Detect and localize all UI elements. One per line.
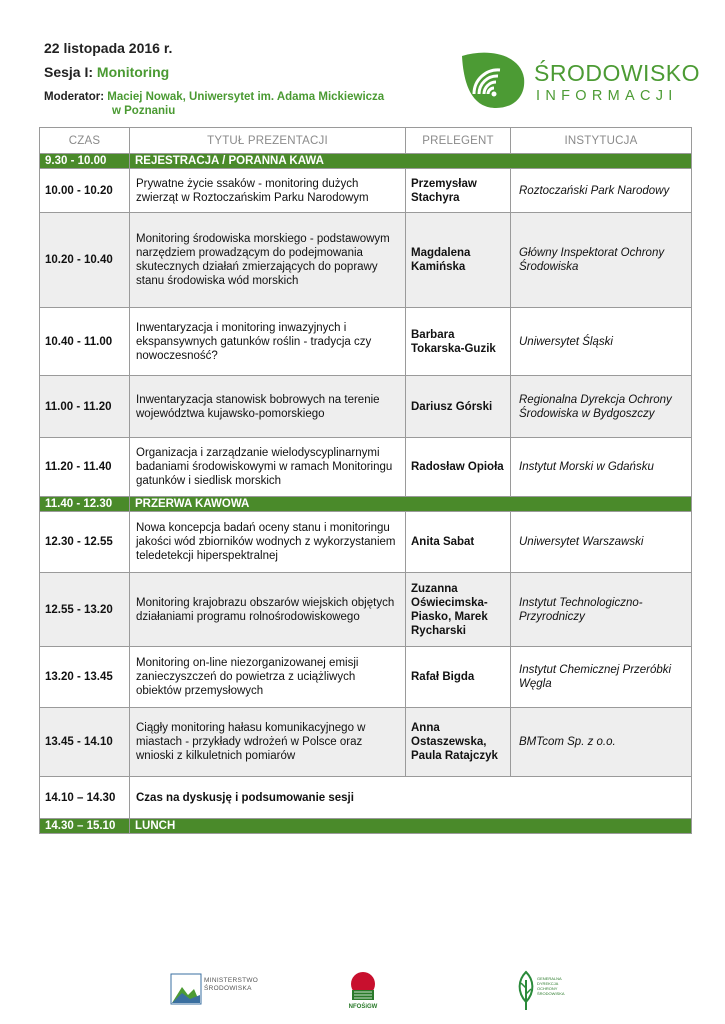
band-label: REJESTRACJA / PORANNA KAWA <box>130 154 692 169</box>
row-institution: Instytut Chemicznej Przeróbki Węgla <box>511 647 692 708</box>
table-row <box>40 777 692 819</box>
band-row <box>40 154 692 169</box>
row-discussion: Czas na dyskusję i podsumowanie sesji <box>130 777 692 819</box>
row-speaker: Anna Ostaszewska, Paula Ratajczyk <box>406 708 511 777</box>
band-label: LUNCH <box>130 819 692 834</box>
gdos-text: GENERALNA DYREKCJA OCHRONY ŚRODOWISKA <box>537 976 565 996</box>
row-speaker: Przemysław Stachyra <box>406 169 511 213</box>
tree-icon <box>515 970 537 1012</box>
row-institution: Regionalna Dyrekcja Ochrony Środowiska w Bydgoszczy <box>511 376 692 438</box>
session-prefix: Sesja I: <box>44 64 97 80</box>
table-row <box>40 213 692 308</box>
nfosigw-logo <box>346 970 380 1014</box>
row-institution: Instytut Morski w Gdańsku <box>511 438 692 497</box>
row-speaker: Rafał Bigda <box>406 647 511 708</box>
mountain-icon <box>170 973 202 1005</box>
row-speaker: Radosław Opioła <box>406 438 511 497</box>
moderator-city: w Poznaniu <box>112 105 176 117</box>
footer-logos <box>0 965 725 1015</box>
band-time: 11.40 - 12.30 <box>40 497 130 512</box>
row-institution: Instytut Technologiczno-Przyrodniczy <box>511 573 692 647</box>
row-title: Prywatne życie ssaków - monitoring dużych zwierząt w Roztoczańskim Parku Narodowym <box>130 169 406 213</box>
row-time: 13.20 - 13.45 <box>40 647 130 708</box>
nfosigw-emblem-icon <box>346 970 380 1004</box>
band-label: PRZERWA KAWOWA <box>130 497 692 512</box>
row-time: 11.20 - 11.40 <box>40 438 130 497</box>
row-title: Inwentaryzacja stanowisk bobrowych na terenie województwa kujawsko-pomorskiego <box>130 376 406 438</box>
row-time: 13.45 - 14.10 <box>40 708 130 777</box>
row-institution: Uniwersytet Śląski <box>511 308 692 376</box>
row-speaker: Zuzanna Oświecimska-Piasko, Marek Rycharski <box>406 573 511 647</box>
table-header-row <box>40 128 692 154</box>
row-institution: Roztoczański Park Narodowy <box>511 169 692 213</box>
moderator-name: Maciej Nowak, Uniwersytet im. Adama Mickiewicza <box>107 91 385 103</box>
header-instytucja: INSTYTUCJA <box>511 128 692 154</box>
event-date: 22 listopada 2016 r. <box>44 40 173 56</box>
header-prelegent: PRELEGENT <box>406 128 511 154</box>
row-institution: Uniwersytet Warszawski <box>511 512 692 573</box>
gdos-logo <box>515 970 565 1014</box>
row-time: 10.40 - 11.00 <box>40 308 130 376</box>
row-title: Monitoring środowiska morskiego - podstawowym narzędziem prowadzącym do podejmowania skutecznych działań zmierzających do poprawy stanu środowiska wód morskich <box>130 213 406 308</box>
row-title: Ciągły monitoring hałasu komunikacyjnego w miastach - przykłady wdrożeń w Polsce oraz wnioski z kilkuletnich pomiarów <box>130 708 406 777</box>
row-title: Monitoring krajobrazu obszarów wiejskich objętych działaniami programu rolnośrodowiskowego <box>130 573 406 647</box>
header-czas: CZAS <box>40 128 130 154</box>
row-title: Inwentaryzacja i monitoring inwazyjnych i ekspansywnych gatunków roślin - tradycja czy nowoczesność? <box>130 308 406 376</box>
table-row <box>40 376 692 438</box>
table-row <box>40 708 692 777</box>
ministry-logo <box>170 973 260 1009</box>
table-row <box>40 438 692 497</box>
row-speaker: Barbara Tokarska-Guzik <box>406 308 511 376</box>
row-time: 14.10 – 14.30 <box>40 777 130 819</box>
table-row <box>40 169 692 213</box>
row-title: Organizacja i zarządzanie wielodyscyplinarnymi badaniami środowiskowymi w ramach Monitoringu gatunków i siedlisk morskich <box>130 438 406 497</box>
nfosigw-text: NFOŚiGW <box>348 1004 378 1010</box>
srodowisko-informacji-logo <box>458 48 701 112</box>
schedule-table <box>39 127 692 834</box>
row-title: Monitoring on-line niezorganizowanej emisji zanieczyszczeń do powietrza z uciążliwych obiektów przemysłowych <box>130 647 406 708</box>
row-speaker: Anita Sabat <box>406 512 511 573</box>
band-row <box>40 819 692 834</box>
row-time: 10.20 - 10.40 <box>40 213 130 308</box>
table-row <box>40 512 692 573</box>
table-row <box>40 573 692 647</box>
row-title: Nowa koncepcja badań oceny stanu i monitoringu jakości wód zbiorników wodnych z wykorzystaniem teledetekcji hiperspektralnej <box>130 512 406 573</box>
logo-line1: ŚRODOWISKO <box>534 60 701 86</box>
band-row <box>40 497 692 512</box>
session-topic: Monitoring <box>96 64 170 80</box>
row-speaker: Magdalena Kamińska <box>406 213 511 308</box>
row-time: 10.00 - 10.20 <box>40 169 130 213</box>
band-time: 9.30 - 10.00 <box>40 154 130 169</box>
row-institution: BMTcom Sp. z o.o. <box>511 708 692 777</box>
header-tytul: TYTUŁ PREZENTACJI <box>130 128 406 154</box>
row-institution: Główny Inspektorat Ochrony Środowiska <box>511 213 692 308</box>
row-time: 12.55 - 13.20 <box>40 573 130 647</box>
row-time: 11.00 - 11.20 <box>40 376 130 438</box>
moderator-label: Moderator: <box>44 91 108 103</box>
table-row <box>40 647 692 708</box>
band-time: 14.30 – 15.10 <box>40 819 130 834</box>
ministry-text: MINISTERSTWO ŚRODOWISKA <box>204 977 259 992</box>
row-speaker: Dariusz Górski <box>406 376 511 438</box>
leaf-wifi-icon <box>458 48 528 112</box>
table-row <box>40 308 692 376</box>
row-time: 12.30 - 12.55 <box>40 512 130 573</box>
logo-line2: INFORMACJI <box>536 88 678 104</box>
